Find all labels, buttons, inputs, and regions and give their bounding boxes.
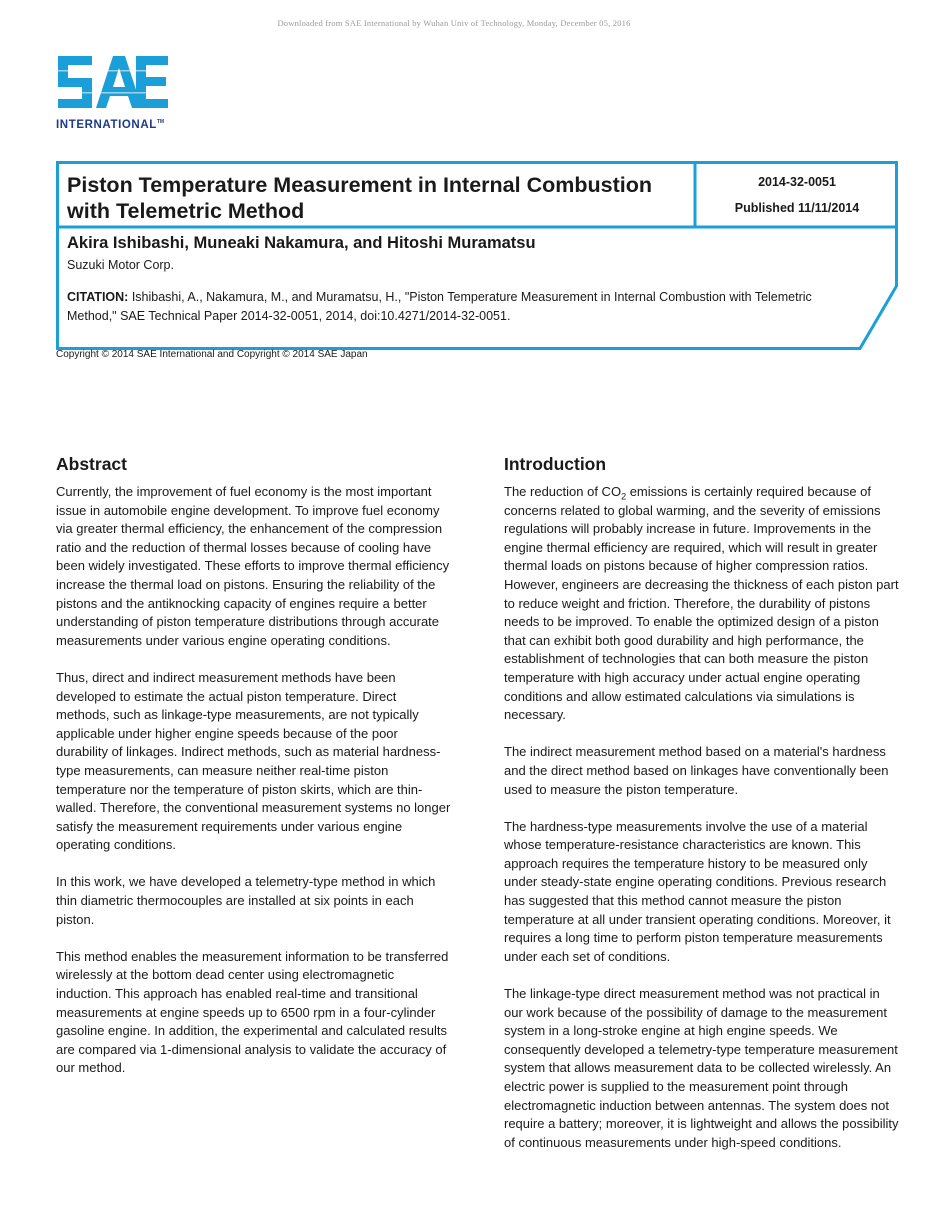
paper-id: 2014-32-0051 (758, 175, 836, 189)
paper-title: Piston Temperature Measurement in Internal Combustion with Telemetric Method (67, 173, 652, 223)
introduction-paragraph: The reduction of $CO_2$ emissions is certainly required because of concerns related to global warming, and the severity of emissions regulations will probably increase in future. Improvements in the engine thermal efficiency are required, which will result in greater thermal loads on pistons because of higher compression ratios. However, engineers are decreasing the thickness of each piston part to reduce weight and friction. Therefore, the durability of pistons needs to be improved. To enable the optimized design of a piston that can exhibit both good durability and high performance, the establishment of technologies that can both measure the piston temperature with high accuracy under actual engine operating conditions and allow estimated calculations via simulations is necessary. (504, 484, 899, 723)
authors: Akira Ishibashi, Muneaki Nakamura, and Hitoshi Muramatsu (67, 234, 536, 252)
subscript: 2 (621, 491, 627, 502)
paper-header (56, 161, 898, 351)
abstract-paragraph: This method enables the measurement information to be transferred wirelessly at the bottom dead center using electromagnetic induction. This approach has enabled real-time and transitional measurements at engine speeds up to 6500 rpm in a four-cylinder gasoline engine. In addition, the experimental and calculated results are compared via 1-dimensional analysis to validate the accuracy of our method. (56, 948, 449, 1076)
download-note: Downloaded from SAE International by Wuhan Univ of Technology, Monday, December 05, 2016 (277, 18, 631, 28)
logo-tm: TM (156, 119, 165, 126)
introduction-paragraph: The linkage-type direct measurement method was not practical in our work because of the possibility of damage to the measurement system in a long-stroke engine at high engine speeds. We consequently developed a telemetry-type temperature measurement system that allows measurement data to be collected wirelessly. An electric power is supplied to the measurement point through electromagnetic induction between antennas. The system does not require a battery; moreover, it is lightweight and allows the possibility of continuous measurements under high-speed conditions. (504, 986, 899, 1150)
introduction-paragraph: The hardness-type measurements involve the use of a material whose temperature-resistance characteristics are known. This approach requires the temperature history to be measured only under steady-state engine operating conditions. Previous research has suggested that this method cannot measure the piston temperature at all under transient operating conditions. Moreover, it requires a long time to perform piston temperature measurements under each set of conditions. (504, 818, 891, 964)
abstract-paragraph: Thus, direct and indirect measurement methods have been developed to estimate the actual piston temperature. Direct methods, such as linkage-type measurements, are not typically applicable under higher engine speeds because of the poor durability of linkages. Indirect methods, such as material hardness-type measurements, can measure neither real-time piston temperature nor the temperature of piston skirts, which are thin-walled. Therefore, the conventional measurement systems no longer satisfy the measurement requirements under various engine operating conditions. (56, 669, 451, 853)
publication-date: Published 11/11/2014 (734, 201, 860, 215)
abstract-heading: Abstract (56, 454, 127, 474)
logo-wordmark: INTERNATIONAL™ (56, 119, 165, 131)
citation (67, 288, 827, 326)
abstract-paragraph: Currently, the improvement of fuel economy is the most important issue in automobile engine development. To improve fuel economy via greater thermal efficiency, the enhancement of the compression ratio and the reduction of thermal losses because of cooling have been widely investigated. These efforts to improve thermal efficiency increase the thermal load on pistons. Ensuring the reliability of the pistons and the antiknocking capacity of engines require a better understanding of piston temperature distributions through accurate measurements under various engine operating conditions. (56, 484, 450, 648)
abstract-paragraph: In this work, we have developed a telemetry-type method in which thin diametric thermocouples are installed at six points in each piston. (56, 874, 436, 927)
copyright-notice: Copyright © 2014 SAE International and Copyright © 2014 SAE Japan (56, 349, 368, 360)
introduction-paragraph: The indirect measurement method based on a material's hardness and the direct method based on linkages have conventionally been used to measure the piston temperature. (504, 744, 889, 797)
abstract-section (56, 453, 451, 1078)
introduction-section (504, 453, 899, 1152)
affiliation: Suzuki Motor Corp. (67, 258, 174, 272)
introduction-heading: Introduction (504, 454, 607, 474)
citation-text: Ishibashi, A., Nakamura, M., and Muramatsu, H., "Piston Temperature Measurement in Internal Combustion with Telemetric Method," SAE Technical Paper 2014-32-0051, 2014, doi:10.4271/2014-32-0051. (67, 290, 812, 323)
citation-label: CITATION: (67, 290, 129, 304)
